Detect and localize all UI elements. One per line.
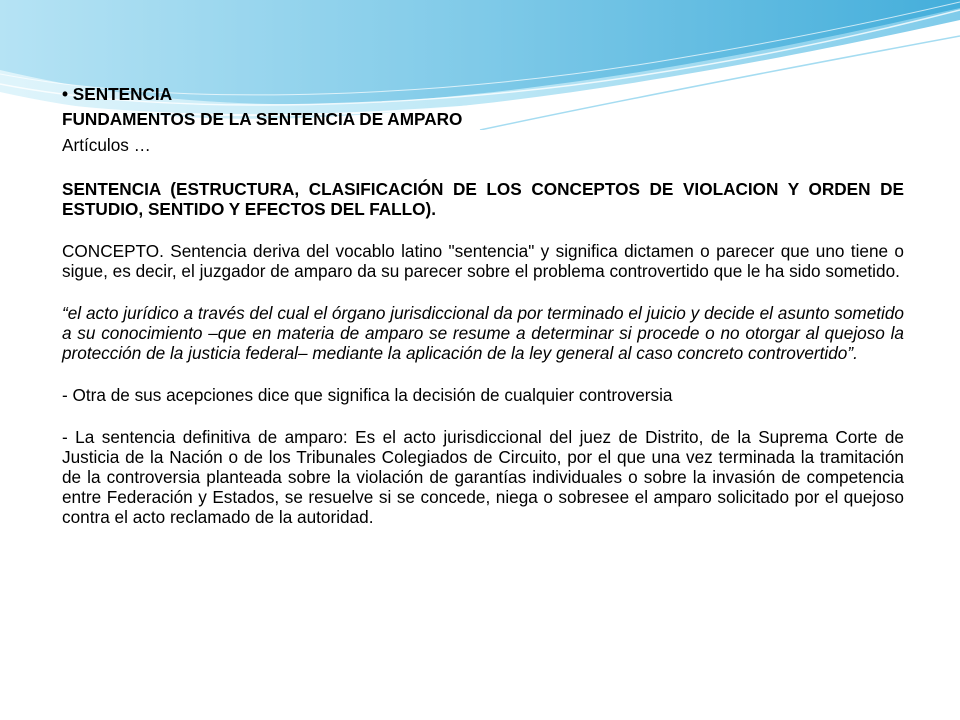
- concept-paragraph: CONCEPTO. Sentencia deriva del vocablo latino "sentencia" y significa dictamen o parecer que uno tiene o sigue, es decir, el juzgador de amparo da su parecer sobre el problema controvertido que le ha sido sometido.: [62, 241, 904, 281]
- subheading: FUNDAMENTOS DE LA SENTENCIA DE AMPARO: [62, 109, 463, 129]
- bullet-heading: • SENTENCIA: [62, 84, 173, 104]
- quote-paragraph: “el acto jurídico a través del cual el órgano jurisdiccional da por terminado el juicio y decide el asunto sometido a su conocimiento –que en materia de amparo se resume a determinar si procede o no otorgar al quejoso la protección de la justicia federal– mediante la aplicación de la ley general al caso concreto controvertido”.: [62, 303, 904, 363]
- articles-line: Artículos …: [62, 135, 151, 155]
- acepcion-paragraph: - Otra de sus acepciones dice que significa la decisión de cualquier controversia: [62, 385, 673, 405]
- definitiva-paragraph: - La sentencia definitiva de amparo: Es el acto jurisdiccional del juez de Distrito, de la Suprema Corte de Justicia de la Nación o de los Tribunales Colegiados de Circuito, por el que una vez terminada la tramitación de la controversia planteada sobre la violación de garantías individuales o sobre la invasión de competencia entre Federación y Estados, se resuelve si se concede, niega o sobresee el amparo solicitado por el quejoso contra el acto reclamado de la autoridad.: [62, 427, 904, 527]
- slide-content: [62, 80, 904, 527]
- structure-heading: SENTENCIA (ESTRUCTURA, CLASIFICACIÓN DE LOS CONCEPTOS DE VIOLACION Y ORDEN DE ESTUDIO, SENTIDO Y EFECTOS DEL FALLO).: [62, 179, 904, 219]
